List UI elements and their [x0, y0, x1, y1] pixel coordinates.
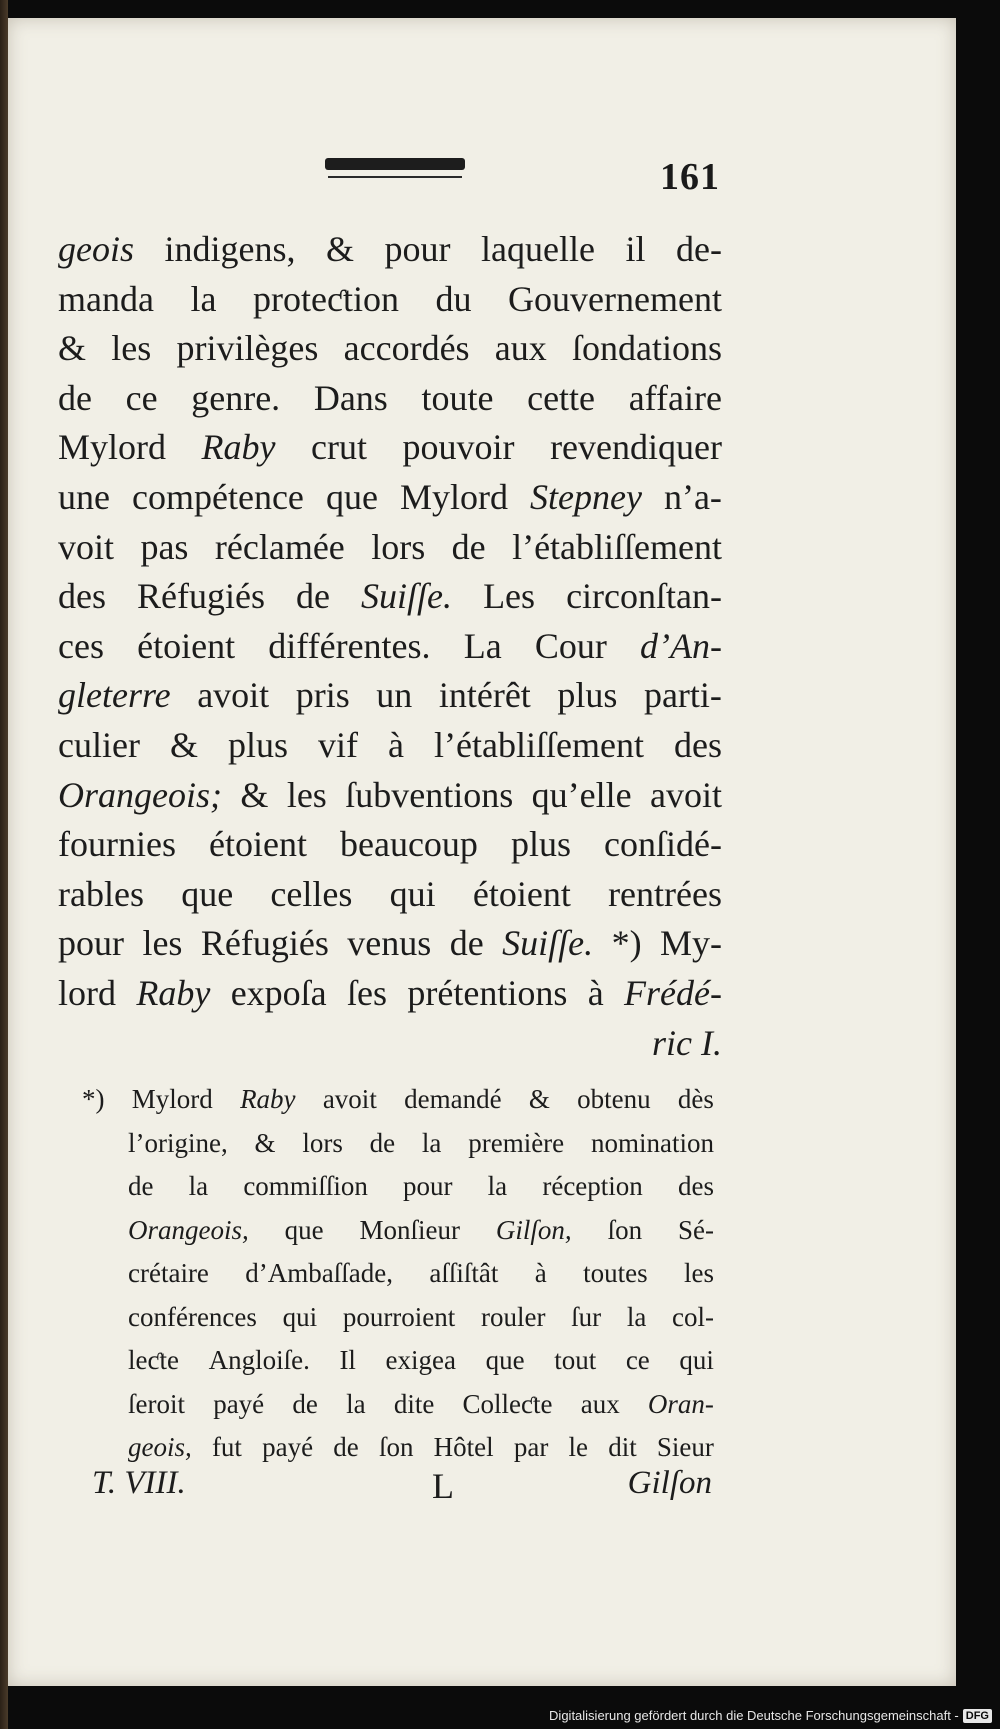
- body-word: vif: [318, 724, 359, 765]
- body-word: Réfugiés: [200, 923, 329, 964]
- footnote-word: ſon: [607, 1214, 643, 1245]
- book-spine: [0, 0, 8, 1729]
- footnote-word: Sieur: [656, 1432, 714, 1462]
- body-word: de-: [675, 229, 722, 269]
- body-word: ces: [58, 625, 104, 666]
- footnote-word: aux: [580, 1388, 620, 1419]
- credit-text: Digitalisierung gefördert durch die Deutsche Forschungsgemeinschaft -: [549, 1708, 959, 1723]
- footnote-word: que: [485, 1345, 525, 1375]
- body-word: étoient: [209, 824, 307, 865]
- body-word: à: [388, 724, 405, 765]
- body-line: [58, 374, 722, 424]
- body-word: étoient: [137, 625, 236, 666]
- signature-mark: L: [432, 1466, 454, 1506]
- footnote-word: la: [626, 1301, 647, 1332]
- footnote-word: avoit: [322, 1084, 377, 1114]
- body-word: &: [58, 328, 87, 369]
- body-word: cette: [527, 377, 596, 418]
- body-word: avoit: [650, 774, 722, 815]
- footnote-word: Colleƈte: [462, 1388, 553, 1419]
- footnote-line: [82, 1383, 714, 1427]
- footnote-word: dite: [393, 1388, 435, 1419]
- body-line: [58, 423, 722, 473]
- footnote-line: [82, 1078, 714, 1122]
- body-word: plus: [510, 824, 571, 865]
- body-word: culier: [58, 724, 140, 765]
- footnote-word: &: [254, 1127, 276, 1158]
- body-word: qu’elle: [531, 774, 632, 815]
- body-word: pris: [295, 675, 350, 716]
- body-word: Suiſſe.: [361, 576, 453, 617]
- body-word: Les: [483, 576, 536, 617]
- body-word: compétence: [132, 476, 304, 517]
- body-word: venus: [347, 923, 432, 964]
- body-word: conſidé-: [604, 824, 722, 865]
- body-word: l’établiſſement: [434, 724, 644, 765]
- body-word: plus: [557, 675, 618, 716]
- header-ornament-rule: [328, 176, 462, 178]
- footnote-word: rouler: [480, 1301, 546, 1332]
- body-word: pour: [58, 923, 124, 964]
- footnote-word: Sé-: [677, 1214, 714, 1245]
- body-word: pouvoir: [402, 427, 515, 468]
- body-word: rables: [58, 873, 144, 914]
- header-ornament: [325, 158, 465, 170]
- footnote-word: col-: [672, 1301, 714, 1332]
- body-word: du: [435, 278, 472, 319]
- footnote-word: la: [188, 1171, 209, 1201]
- body-word: l’établiſſement: [512, 526, 722, 567]
- footnote-word: que: [284, 1214, 324, 1245]
- body-word: les: [286, 774, 327, 815]
- footnote-word: d’Ambaſſade,: [245, 1258, 393, 1288]
- body-line: [58, 324, 722, 374]
- body-word: d’An-: [640, 625, 722, 666]
- body-word: qui: [389, 873, 436, 914]
- body-word: Réfugiés: [137, 576, 265, 617]
- footnote-word: la: [487, 1171, 508, 1201]
- body-word: Suiſſe.: [502, 923, 594, 964]
- body-word: intérêt: [438, 675, 531, 716]
- footnote-word: aſſiſtât: [429, 1258, 499, 1288]
- body-word: geois: [58, 229, 134, 269]
- body-word: celles: [270, 873, 353, 914]
- page-signature-line: [92, 1465, 712, 1515]
- footnote-word: fut: [211, 1432, 242, 1462]
- body-word: différentes.: [268, 625, 431, 666]
- body-word: manda: [58, 278, 154, 319]
- body-line: [58, 820, 722, 870]
- body-word: circonſtan-: [566, 576, 722, 617]
- footnote-word: par: [513, 1432, 549, 1462]
- body-word: des: [58, 576, 106, 617]
- body-line: [58, 275, 722, 325]
- footnote-word: dit: [608, 1432, 637, 1462]
- body-word: Orangeois;: [58, 774, 222, 815]
- body-word: My-: [660, 923, 722, 964]
- body-line: [58, 622, 722, 672]
- body-word: que: [181, 873, 234, 914]
- body-word: ce: [125, 377, 158, 418]
- body-word: ric I.: [652, 1022, 722, 1063]
- footnote-word: Raby: [240, 1084, 296, 1114]
- footnote-word: Angloiſe.: [208, 1345, 310, 1375]
- body-word: de: [451, 526, 486, 567]
- body-line: [58, 969, 722, 1019]
- footnote-word: obtenu: [577, 1084, 651, 1114]
- body-word: ſubventions: [345, 774, 514, 815]
- body-word: laquelle: [481, 229, 595, 269]
- body-word: aux: [494, 328, 547, 369]
- body-line: [58, 870, 722, 920]
- body-word: plus: [228, 724, 289, 765]
- footnote-word: tout: [554, 1345, 597, 1375]
- dfg-logo-icon: DFG: [963, 1709, 992, 1723]
- body-word: ſes: [347, 972, 388, 1013]
- body-line: [58, 771, 722, 821]
- body-word: accordés: [343, 328, 470, 369]
- body-word: gleterre: [58, 675, 171, 716]
- footnote-line: [82, 1339, 714, 1383]
- footnote-word: Oran-: [647, 1388, 714, 1419]
- footnote-word: ſon: [378, 1432, 414, 1462]
- footnote-word: geois,: [128, 1432, 192, 1462]
- footnote-line: [82, 1252, 714, 1296]
- body-word: Gouvernement: [508, 278, 722, 319]
- body-word: expoſa: [230, 972, 327, 1013]
- body-word: la: [190, 278, 217, 319]
- body-line: [58, 671, 722, 721]
- page-number: 161: [660, 156, 720, 198]
- footnote-word: demandé: [404, 1084, 502, 1114]
- body-word: Raby: [136, 972, 211, 1013]
- footnote-word: les: [683, 1258, 714, 1288]
- body-word: parti-: [643, 675, 722, 716]
- footnote-word: pourroient: [342, 1301, 456, 1332]
- body-line: [58, 473, 722, 523]
- digitization-credit: [549, 1708, 992, 1723]
- main-text: [58, 225, 722, 1068]
- body-word: lord: [58, 972, 116, 1013]
- body-word: &: [169, 724, 198, 765]
- body-word: &: [326, 229, 355, 269]
- footnote-word: Hôtel: [433, 1432, 494, 1462]
- footnote-word: ſeroit: [128, 1388, 185, 1419]
- body-word: fournies: [58, 824, 176, 865]
- body-line: [58, 1019, 722, 1069]
- body-word: La: [463, 625, 502, 666]
- footnote-word: conférences: [128, 1301, 257, 1332]
- footnote-word: de: [128, 1171, 154, 1201]
- body-word: de: [296, 576, 331, 617]
- body-line: [58, 572, 722, 622]
- body-word: pas: [140, 526, 189, 567]
- body-word: une: [58, 476, 110, 517]
- body-word: crut: [311, 427, 367, 468]
- footnote-word: de: [292, 1388, 318, 1419]
- footnote-word: pour: [403, 1171, 453, 1201]
- body-word: rentrées: [608, 873, 722, 914]
- body-word: Cour: [534, 625, 607, 666]
- body-word: privilèges: [176, 328, 319, 369]
- footnote-word: de: [333, 1432, 359, 1462]
- footnote-word: Monſieur: [359, 1214, 461, 1245]
- body-word: à: [587, 972, 604, 1013]
- footnote-word: dès: [677, 1084, 714, 1114]
- body-word: les: [142, 923, 183, 964]
- footnote-word: Gilſon,: [495, 1214, 572, 1245]
- body-word: les: [111, 328, 152, 369]
- footnote-word: de: [369, 1127, 396, 1158]
- body-word: n’a-: [663, 476, 722, 517]
- body-word: de: [58, 377, 92, 418]
- footnote-line: [82, 1426, 714, 1470]
- footnote-word: qui: [679, 1345, 714, 1375]
- body-word: Frédé-: [624, 972, 722, 1013]
- body-word: il: [625, 229, 646, 269]
- body-word: voit: [58, 526, 115, 567]
- body-word: Raby: [201, 427, 276, 468]
- footnote-word: exigea: [385, 1345, 456, 1375]
- catchword: Gilſon: [627, 1465, 712, 1501]
- body-word: beaucoup: [340, 824, 478, 865]
- footnote-line: [82, 1296, 714, 1340]
- footnote-word: la: [346, 1388, 366, 1419]
- footnote-word: ſur: [571, 1301, 602, 1332]
- footnote-word: leƈte: [128, 1345, 179, 1375]
- body-word: Mylord: [399, 476, 508, 517]
- body-word: proteƈtion: [253, 278, 399, 319]
- footnote-word: Mylord: [131, 1084, 213, 1114]
- body-word: affaire: [628, 377, 722, 418]
- footnote-word: Il: [339, 1345, 356, 1375]
- body-word: que: [325, 476, 378, 517]
- body-word: lors: [371, 526, 426, 567]
- body-word: *): [611, 923, 642, 964]
- footnote-line: [82, 1122, 714, 1166]
- footnote-word: *): [82, 1084, 105, 1114]
- volume-mark: T. VIII.: [92, 1465, 186, 1501]
- body-word: revendiquer: [550, 427, 722, 468]
- body-word: réclamée: [214, 526, 345, 567]
- body-word: indigens,: [164, 229, 296, 269]
- body-word: des: [673, 724, 722, 765]
- footnote-word: l’origine,: [128, 1127, 228, 1158]
- footnote-word: ce: [625, 1345, 650, 1375]
- footnote-word: crétaire: [128, 1258, 209, 1288]
- body-word: avoit: [197, 675, 270, 716]
- footnote: [82, 1078, 714, 1470]
- footnote-word: lors: [302, 1127, 343, 1158]
- body-line: [58, 721, 722, 771]
- body-word: Mylord: [58, 427, 166, 468]
- body-word: de: [449, 923, 484, 964]
- body-word: Stepney: [530, 476, 642, 517]
- body-word: un: [376, 675, 413, 716]
- footnote-word: le: [568, 1432, 589, 1462]
- footnote-line: [82, 1165, 714, 1209]
- body-line: [58, 225, 722, 275]
- body-word: prétentions: [407, 972, 568, 1013]
- body-word: toute: [421, 377, 494, 418]
- footnote-word: la: [421, 1127, 442, 1158]
- footnote-word: des: [677, 1171, 714, 1201]
- footnote-word: payé: [213, 1388, 265, 1419]
- footnote-word: à: [534, 1258, 547, 1288]
- footnote-word: qui: [282, 1301, 318, 1332]
- body-word: &: [240, 774, 269, 815]
- footnote-word: nomination: [590, 1127, 714, 1158]
- body-line: [58, 523, 722, 573]
- body-word: ſondations: [571, 328, 722, 369]
- footnote-word: Orangeois,: [128, 1214, 249, 1245]
- footnote-word: première: [468, 1127, 565, 1158]
- body-word: genre.: [191, 377, 281, 418]
- body-word: étoient: [472, 873, 571, 914]
- footnote-word: réception: [542, 1171, 643, 1201]
- footnote-line: [82, 1209, 714, 1253]
- body-word: pour: [384, 229, 451, 269]
- body-word: Dans: [313, 377, 388, 418]
- footnote-word: &: [528, 1084, 550, 1114]
- footnote-word: commiſſion: [243, 1171, 368, 1201]
- footnote-word: toutes: [583, 1258, 648, 1288]
- footnote-word: payé: [262, 1432, 314, 1462]
- body-line: [58, 919, 722, 969]
